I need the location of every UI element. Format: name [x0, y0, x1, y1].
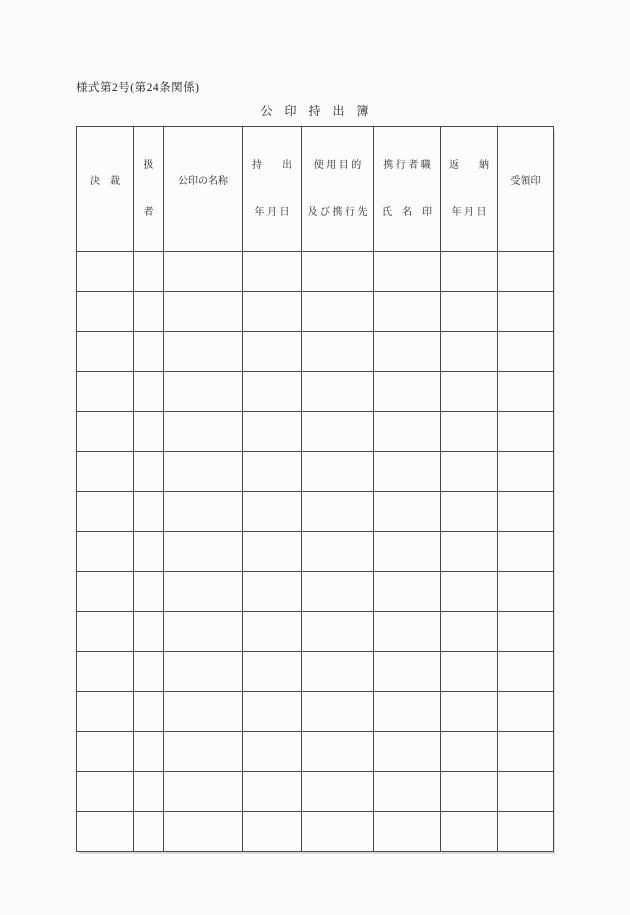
- table-row: [77, 412, 554, 452]
- table-cell: [374, 492, 441, 532]
- table-cell: [77, 652, 134, 692]
- table-cell: [77, 772, 134, 812]
- table-cell: [134, 612, 164, 652]
- table-cell: [302, 652, 374, 692]
- header-carrier-name-seal: [374, 127, 441, 252]
- table-cell: [302, 452, 374, 492]
- table-cell: [134, 732, 164, 772]
- table-cell: [374, 612, 441, 652]
- table-cell: [243, 452, 302, 492]
- table-cell: [77, 252, 134, 292]
- table-cell: [243, 692, 302, 732]
- table-cell: [164, 252, 243, 292]
- table-cell: [134, 772, 164, 812]
- table-cell: [441, 612, 498, 652]
- table-cell: [243, 812, 302, 852]
- table-cell: [374, 412, 441, 452]
- header-return-date: [441, 127, 498, 252]
- table-row: [77, 692, 554, 732]
- table-row: [77, 772, 554, 812]
- table-row: [77, 572, 554, 612]
- table-cell: [374, 732, 441, 772]
- table-cell: [164, 492, 243, 532]
- table-cell: [374, 292, 441, 332]
- table-cell: [374, 532, 441, 572]
- table-cell: [441, 452, 498, 492]
- seal-register-table: [76, 126, 554, 852]
- table-cell: [302, 252, 374, 292]
- table-cell: [498, 292, 554, 332]
- table-cell: [302, 332, 374, 372]
- table-cell: [243, 732, 302, 772]
- table-cell: [164, 732, 243, 772]
- table-cell: [498, 692, 554, 732]
- header-receipt-seal: [498, 127, 554, 252]
- table-cell: [243, 412, 302, 452]
- header-approval: [77, 127, 134, 252]
- table-cell: [374, 252, 441, 292]
- table-row: [77, 452, 554, 492]
- header-purpose-destination: [302, 127, 374, 252]
- table-cell: [134, 572, 164, 612]
- header-handler-line1: 扱: [143, 160, 154, 171]
- table-cell: [441, 812, 498, 852]
- table-cell: [498, 612, 554, 652]
- table-cell: [441, 572, 498, 612]
- header-takeout-date-line1: 持 出: [252, 160, 292, 171]
- table-cell: [374, 652, 441, 692]
- table-cell: [302, 292, 374, 332]
- table-cell: [164, 412, 243, 452]
- header-takeout-date-line2: 年 月 日: [254, 206, 290, 218]
- table-cell: [374, 332, 441, 372]
- header-handler-line2: 者: [143, 206, 154, 218]
- header-return-date-line2: 年 月 日: [451, 206, 487, 218]
- table-cell: [441, 732, 498, 772]
- table-cell: [302, 772, 374, 812]
- header-takeout-date: [243, 127, 302, 252]
- table-cell: [498, 772, 554, 812]
- table-row: [77, 372, 554, 412]
- table-cell: [302, 612, 374, 652]
- table-cell: [243, 612, 302, 652]
- table-cell: [374, 572, 441, 612]
- table-cell: [77, 492, 134, 532]
- table-cell: [134, 452, 164, 492]
- table-cell: [374, 452, 441, 492]
- table-cell: [302, 692, 374, 732]
- table-cell: [498, 252, 554, 292]
- header-approval-line1: 決 裁: [90, 175, 120, 187]
- table-cell: [498, 532, 554, 572]
- header-purpose-destination-line2: 及 び 携 行 先: [307, 206, 368, 218]
- table-cell: [134, 812, 164, 852]
- header-receipt-seal-line1: 受領印: [510, 175, 541, 187]
- table-cell: [302, 532, 374, 572]
- table-cell: [374, 692, 441, 732]
- table-cell: [302, 412, 374, 452]
- table-cell: [77, 292, 134, 332]
- table-cell: [374, 372, 441, 412]
- table-cell: [134, 692, 164, 732]
- table-cell: [164, 572, 243, 612]
- table-row: [77, 732, 554, 772]
- table-cell: [134, 332, 164, 372]
- header-carrier-name-seal-line2: 氏 名 印: [382, 206, 432, 218]
- table-cell: [164, 812, 243, 852]
- table-cell: [498, 452, 554, 492]
- header-return-date-line1: 返 納: [449, 160, 489, 171]
- table-cell: [243, 372, 302, 412]
- table-cell: [498, 332, 554, 372]
- header-seal-name: [164, 127, 243, 252]
- table-cell: [441, 652, 498, 692]
- table-cell: [498, 652, 554, 692]
- table-cell: [243, 332, 302, 372]
- table-cell: [441, 772, 498, 812]
- table-cell: [134, 372, 164, 412]
- page-title: 公 印 持 出 簿: [260, 104, 369, 118]
- table-cell: [164, 372, 243, 412]
- table-cell: [441, 332, 498, 372]
- table-cell: [441, 372, 498, 412]
- table-cell: [77, 412, 134, 452]
- table-cell: [302, 572, 374, 612]
- header-handler: [134, 127, 164, 252]
- table-row: [77, 492, 554, 532]
- table-cell: [134, 492, 164, 532]
- table-cell: [164, 292, 243, 332]
- table-cell: [77, 532, 134, 572]
- header-purpose-destination-line1: 使 用 目 的: [313, 160, 362, 171]
- table-cell: [374, 812, 441, 852]
- table-cell: [441, 292, 498, 332]
- table-cell: [164, 532, 243, 572]
- table-row: [77, 292, 554, 332]
- header-seal-name-line1: 公印の名称: [178, 175, 228, 187]
- table-cell: [77, 452, 134, 492]
- table-cell: [302, 812, 374, 852]
- table-row: [77, 812, 554, 852]
- table-cell: [302, 372, 374, 412]
- table-cell: [77, 612, 134, 652]
- table-cell: [77, 572, 134, 612]
- table-cell: [441, 492, 498, 532]
- table-cell: [77, 812, 134, 852]
- header-carrier-name-seal-line1: 携 行 者 職: [383, 160, 431, 171]
- table-cell: [302, 492, 374, 532]
- table-cell: [243, 652, 302, 692]
- table-cell: [134, 532, 164, 572]
- table-cell: [498, 492, 554, 532]
- table-row: [77, 252, 554, 292]
- table-cell: [243, 252, 302, 292]
- table-cell: [441, 252, 498, 292]
- table-row: [77, 332, 554, 372]
- table-cell: [77, 372, 134, 412]
- table-cell: [441, 412, 498, 452]
- table-cell: [498, 572, 554, 612]
- table-row: [77, 532, 554, 572]
- table-cell: [164, 652, 243, 692]
- table-cell: [243, 572, 302, 612]
- table-cell: [441, 692, 498, 732]
- table-cell: [374, 772, 441, 812]
- table-cell: [243, 492, 302, 532]
- table-cell: [164, 332, 243, 372]
- table-row: [77, 652, 554, 692]
- table-header-row: [77, 127, 554, 252]
- table-cell: [164, 692, 243, 732]
- table-cell: [164, 612, 243, 652]
- table-cell: [498, 372, 554, 412]
- table-cell: [164, 452, 243, 492]
- table-cell: [77, 732, 134, 772]
- table-cell: [164, 772, 243, 812]
- table-row: [77, 612, 554, 652]
- table-cell: [243, 532, 302, 572]
- table-cell: [243, 292, 302, 332]
- table-cell: [243, 772, 302, 812]
- table-cell: [134, 252, 164, 292]
- table-cell: [498, 812, 554, 852]
- table-cell: [134, 652, 164, 692]
- table-cell: [498, 732, 554, 772]
- table-cell: [77, 332, 134, 372]
- table-cell: [441, 532, 498, 572]
- form-number-label: 様式第2号(第24条関係): [76, 82, 200, 94]
- table-cell: [134, 412, 164, 452]
- table-cell: [77, 692, 134, 732]
- table-cell: [134, 292, 164, 332]
- table-cell: [302, 732, 374, 772]
- table-cell: [498, 412, 554, 452]
